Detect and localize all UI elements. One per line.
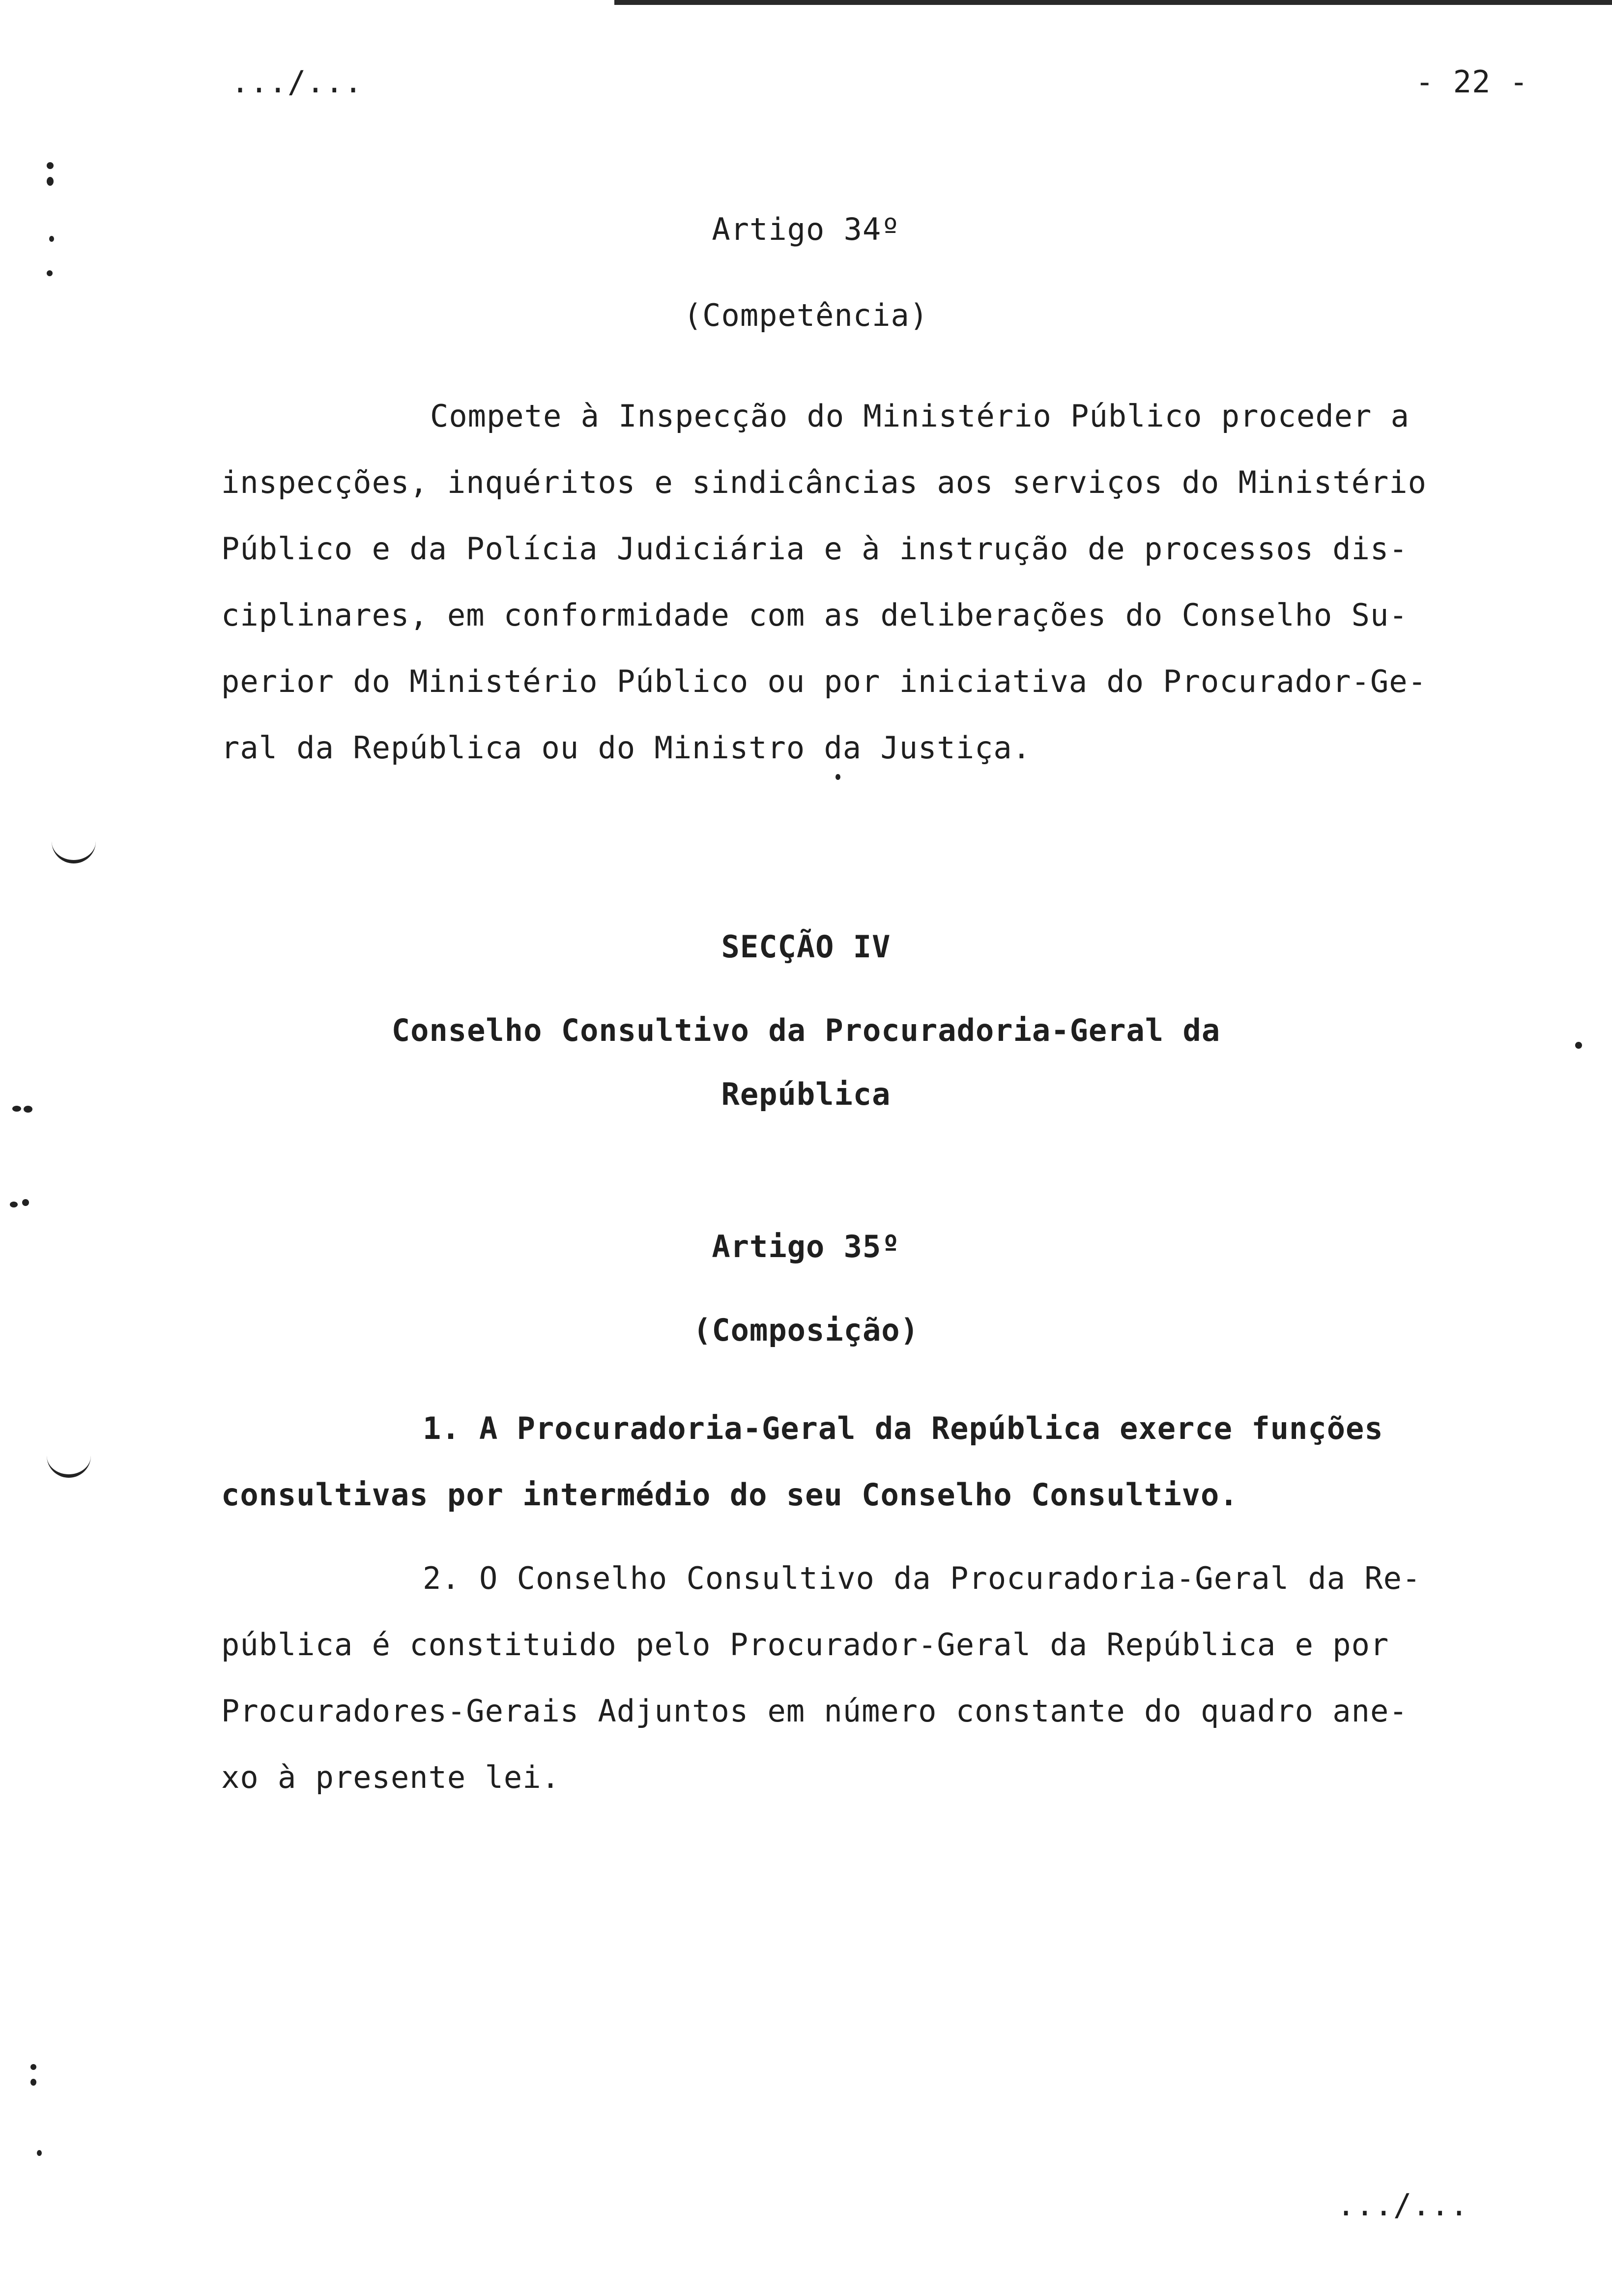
page-number: - 22 -	[1415, 64, 1528, 100]
scan-speck	[47, 177, 54, 186]
article-35-subtitle: (Composição)	[693, 1312, 919, 1348]
article-34-title: Artigo 34º	[712, 211, 900, 247]
article-35-line: 2. O Conselho Consultivo da Procuradoria-Geral da Re-	[423, 1560, 1421, 1596]
scan-speck	[835, 774, 840, 780]
article-34-line: ral da República ou do Ministro da Justiça.	[221, 730, 1032, 766]
article-35-line: pública é constituido pelo Procurador-Geral da República e por	[221, 1627, 1389, 1663]
section-title-line-1: Conselho Consultivo da Procuradoria-Geral da	[391, 1012, 1221, 1048]
scan-speck	[24, 1106, 32, 1113]
article-34-line: Compete à Inspecção do Ministério Público proceder a	[430, 398, 1410, 434]
article-35-title: Artigo 35º	[712, 1229, 900, 1264]
scan-speck	[30, 2064, 36, 2070]
continuation-mark-bottom: .../...	[1337, 2187, 1469, 2223]
article-34-line: Público e da Polícia Judiciária e à instrução de processos dis-	[221, 531, 1408, 567]
scan-speck	[47, 270, 53, 276]
scan-speck	[1575, 1042, 1582, 1049]
scan-speck	[22, 1199, 29, 1206]
article-34-subtitle: (Competência)	[683, 297, 929, 333]
scan-speck	[10, 1202, 18, 1207]
scan-speck	[37, 2150, 42, 2156]
scan-mark-arc	[52, 840, 96, 863]
scan-mark-arc	[47, 1455, 91, 1478]
scan-speck	[30, 2079, 36, 2086]
section-label: SECÇÃO IV	[721, 929, 891, 965]
scan-speck	[47, 162, 54, 169]
scan-speck	[49, 236, 54, 242]
article-34-line: ciplinares, em conformidade com as deliberações do Conselho Su-	[221, 597, 1408, 633]
section-title-line-2: República	[721, 1076, 891, 1112]
article-35-line: Procuradores-Gerais Adjuntos em número constante do quadro ane-	[221, 1693, 1408, 1729]
top-edge-line	[614, 0, 1612, 5]
continuation-mark-top: .../...	[231, 64, 363, 100]
article-34-line: inspecções, inquéritos e sindicâncias aos serviços do Ministério	[221, 464, 1427, 500]
article-35-line: xo à presente lei.	[221, 1759, 560, 1795]
article-35-line: consultivas por intermédio do seu Conselho Consultivo.	[221, 1477, 1238, 1513]
article-34-line: perior do Ministério Público ou por iniciativa do Procurador-Ge-	[221, 663, 1427, 699]
scan-speck	[12, 1106, 21, 1112]
article-35-line: 1. A Procuradoria-Geral da República exerce funções	[423, 1410, 1383, 1446]
